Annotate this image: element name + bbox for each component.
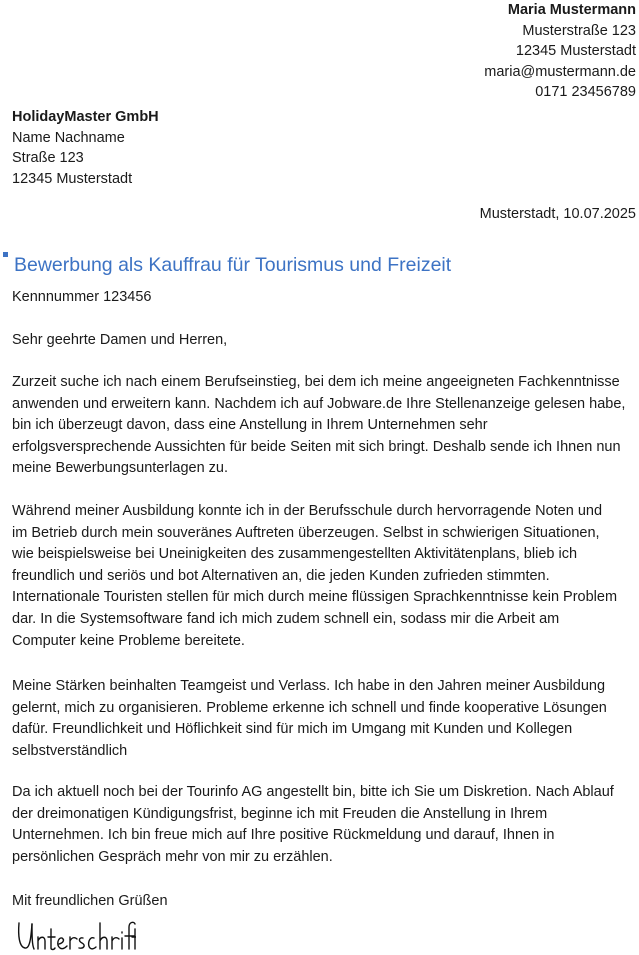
- salutation: Sehr geehrte Damen und Herren,: [12, 332, 228, 348]
- sender-street: Musterstraße 123: [522, 22, 636, 39]
- closing-phrase: Mit freundlichen Grüßen: [12, 893, 168, 909]
- sender-email: maria@mustermann.de: [484, 63, 636, 80]
- paragraph-line: anwenden und erweitern kann. Nachdem ich auf Jobware.de Ihre Stellenanzeige gelesen habe,: [12, 395, 626, 412]
- paragraph-line: selbstverständlich: [12, 742, 128, 759]
- paragraph-line: dafür. Freundlichkeit und Höflichkeit sind für mich im Umgang mit Kunden und Kollegen: [12, 721, 573, 738]
- recipient-contact: Name Nachname: [12, 129, 125, 146]
- sender-phone: 0171 23456789: [535, 84, 636, 100]
- paragraph-line: gelernt, mich zu organisieren. Probleme erkenne ich schnell und finde kooperative Lösungen: [12, 699, 607, 716]
- paragraph-line: persönlichen Gespräch mehr von mir zu erzählen.: [12, 848, 333, 865]
- paragraph-line: Meine Stärken beinhalten Teamgeist und Verlass. Ich habe in den Jahren meiner Ausbildung: [12, 678, 606, 694]
- paragraph-line: wie beispielsweise bei Uneinigkeiten des zusammengestellten Aktivitätenplans, blieb ich: [12, 546, 578, 563]
- body-paragraph-1: [12, 372, 637, 480]
- recipient-city: 12345 Musterstadt: [12, 170, 133, 187]
- recipient-street: Straße 123: [12, 150, 84, 166]
- sender-address-block: [484, 0, 636, 103]
- recipient-company: HolidayMaster GmbH: [12, 109, 159, 125]
- recipient-address-block: [12, 107, 159, 189]
- paragraph-line: bin ich überzeugt davon, dass eine Anstellung in Ihrem Unternehmen sehr: [12, 417, 488, 434]
- letter-subject: Bewerbung als Kauffrau für Tourismus und Freizeit: [14, 254, 452, 276]
- body-paragraph-3: [12, 676, 637, 762]
- reference-number: Kennnummer 123456: [12, 289, 152, 305]
- paragraph-line: erfolgsversprechende Aussichten für beide Seiten mit sich bringt. Deshalb sende ich Ihnen nun: [12, 438, 621, 455]
- paragraph-line: freundlich und seriös und bot Alternativen an, die jeden Kunden zufrieden stimmten.: [12, 567, 550, 584]
- paragraph-line: dar. In die Systemsoftware fand ich mich zudem schnell ein, sodass mir die Arbeit am: [12, 610, 560, 627]
- paragraph-line: Während meiner Ausbildung konnte ich in der Berufsschule durch hervorragende Noten und: [12, 503, 603, 519]
- body-paragraph-2: [12, 501, 637, 652]
- sender-name: Maria Mustermann: [507, 2, 636, 18]
- paragraph-line: Da ich aktuell noch bei der Tourinfo AG angestellt bin, bitte ich Sie um Diskretion. Nach Ablauf: [12, 784, 614, 800]
- sender-city: 12345 Musterstadt: [515, 43, 636, 59]
- paragraph-line: meine Bewerbungsunterlagen zu.: [12, 460, 229, 477]
- paragraph-line: Internationale Touristen stellen für mich durch meine flüssigen Sprachkenntnisse kein Problem: [12, 589, 618, 606]
- paragraph-line: Unternehmen. Ich bin freue mich auf Ihre positive Rückmeldung und darauf, Ihnen in: [12, 827, 555, 844]
- body-paragraph-4: [12, 782, 637, 868]
- paragraph-line: der dreimonatigen Kündigungsfrist, beginne ich mit Freuden die Anstellung in Ihrem: [12, 805, 548, 822]
- letter-date: Musterstadt, 10.07.2025: [479, 206, 636, 222]
- paragraph-line: im Betrieb durch mein souveränes Auftreten überzeugen. Selbst in schwierigen Situationen,: [12, 524, 600, 541]
- paragraph-line: Computer keine Probleme bereitete.: [12, 632, 245, 649]
- handwritten-signature: [16, 915, 136, 955]
- paragraph-line: Zurzeit suche ich nach einem Berufseinstieg, bei dem ich meine angeeigneten Fachkenntnisse: [12, 374, 620, 390]
- subject-marker-icon: [3, 252, 8, 257]
